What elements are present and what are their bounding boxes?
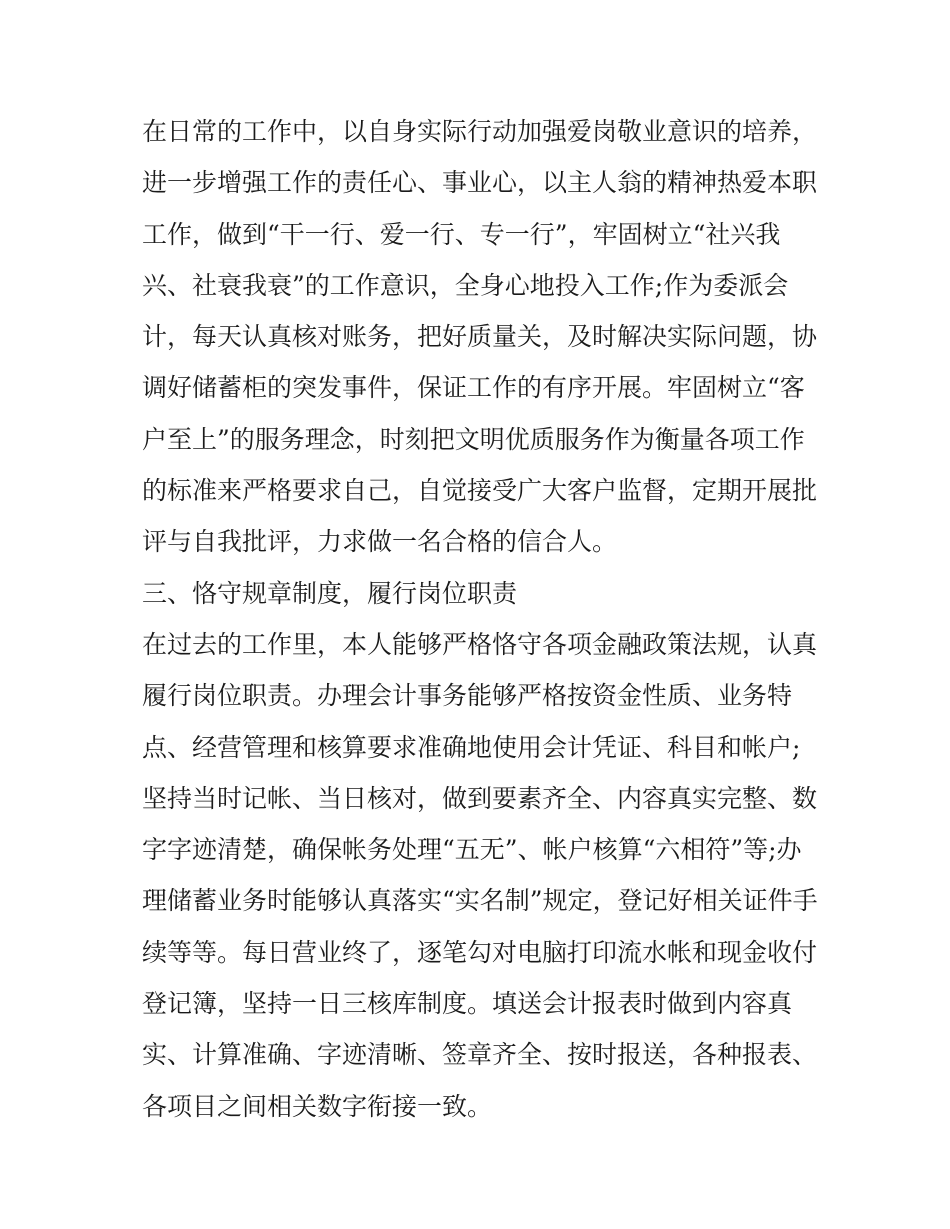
text-line: 字字迹清楚，确保帐务处理“五无”、帐户核算“六相符”等;办	[142, 835, 802, 865]
text-line: 在过去的工作里，本人能够严格恪守各项金融政策法规，认真	[142, 629, 818, 659]
text-line: 进一步增强工作的责任心、事业心，以主人翁的精神热爱本职	[142, 168, 818, 198]
text-line: 履行岗位职责。办理会计事务能够严格按资金性质、业务特	[142, 681, 793, 711]
text-line: 工作，做到“干一行、爱一行、专一行”，牢固树立“社兴我	[142, 219, 781, 249]
text-line: 实、计算准确、字迹清晰、签章齐全、按时报送，各种报表、	[142, 1040, 818, 1070]
text-line: 调好储蓄柜的突发事件，保证工作的有序开展。牢固树立“客	[142, 373, 805, 403]
text-line: 评与自我批评，力求做一名合格的信合人。	[142, 527, 618, 557]
text-line: 计，每天认真核对账务，把好质量关，及时解决实际问题，协	[142, 322, 818, 352]
text-line: 坚持当时记帐、当日核对，做到要素齐全、内容真实完整、数	[142, 783, 818, 813]
section-heading: 三、恪守规章制度，履行岗位职责	[142, 578, 518, 608]
body-text	[142, 106, 822, 1132]
text-line: 点、经营管理和核算要求准确地使用会计凭证、科目和帐户;	[142, 732, 801, 762]
text-line: 各项目之间相关数字衔接一致。	[142, 1091, 493, 1121]
text-line: 登记簿，坚持一日三核库制度。填送会计报表时做到内容真	[142, 989, 793, 1019]
text-line: 在日常的工作中，以自身实际行动加强爱岗敬业意识的培养，	[142, 117, 818, 146]
text-line: 的标准来严格要求自己，自觉接受广大客户监督，定期开展批	[142, 476, 818, 506]
text-line: 理储蓄业务时能够认真落实“实名制”规定，登记好相关证件手	[142, 886, 818, 916]
text-line: 兴、社衰我衰”的工作意识，全身心地投入工作;作为委派会	[142, 270, 789, 300]
text-line: 户至上”的服务理念，时刻把文明优质服务作为衡量各项工作	[142, 424, 805, 454]
text-line: 续等等。每日营业终了，逐笔勾对电脑打印流水帐和现金收付	[142, 937, 818, 967]
